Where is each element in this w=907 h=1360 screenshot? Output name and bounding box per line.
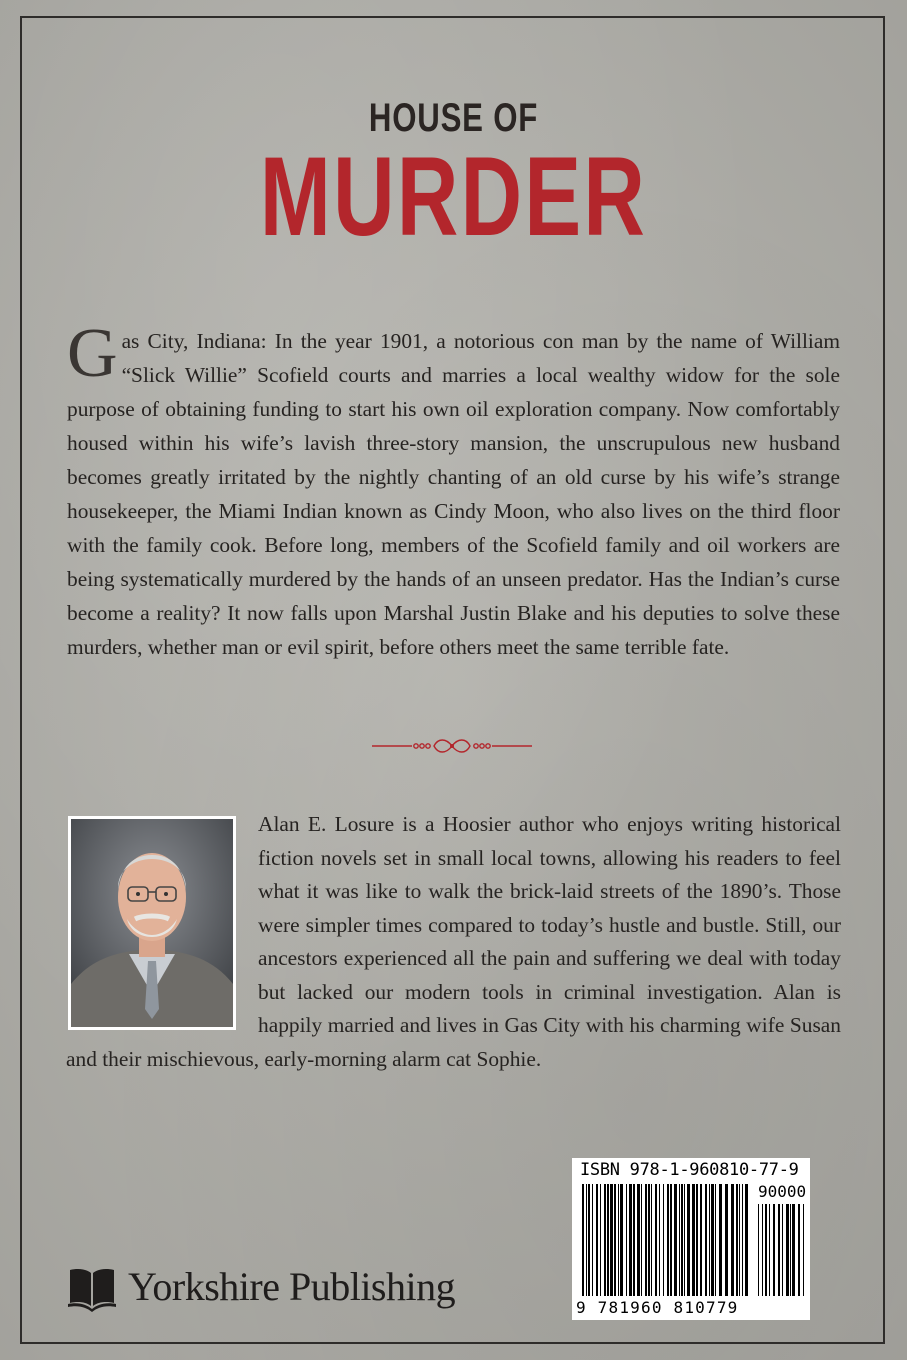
barcode-bar bbox=[667, 1184, 669, 1296]
barcode-bar bbox=[681, 1184, 683, 1296]
barcode-bar bbox=[618, 1184, 619, 1296]
barcode-bar bbox=[679, 1184, 680, 1296]
barcode-bar bbox=[604, 1184, 606, 1296]
title-top: HOUSE OF bbox=[368, 96, 539, 140]
barcode-bar bbox=[696, 1184, 698, 1296]
barcode-bar bbox=[641, 1184, 642, 1296]
barcode-bar bbox=[684, 1184, 685, 1296]
barcode-bar bbox=[798, 1204, 800, 1296]
barcode-bar bbox=[655, 1184, 657, 1296]
drop-cap: G bbox=[67, 315, 118, 392]
barcode-bar bbox=[582, 1184, 584, 1296]
barcode-bar bbox=[607, 1184, 609, 1296]
barcode-bar bbox=[692, 1184, 695, 1296]
barcode-bar bbox=[758, 1204, 759, 1296]
barcode-bar bbox=[600, 1184, 601, 1296]
barcode-bar bbox=[769, 1204, 770, 1296]
barcode-bar bbox=[765, 1204, 767, 1296]
barcode-bar bbox=[719, 1184, 722, 1296]
barcode-bar bbox=[778, 1204, 780, 1296]
isbn-label: ISBN 978-1-960810-77-9 bbox=[580, 1160, 799, 1180]
barcode-bar bbox=[596, 1184, 598, 1296]
publisher-name: Yorkshire Publishing bbox=[128, 1263, 456, 1309]
barcode-bar bbox=[663, 1184, 664, 1296]
barcode-bar bbox=[792, 1204, 795, 1296]
barcode-bar bbox=[645, 1184, 647, 1296]
barcode-bar bbox=[782, 1204, 783, 1296]
barcode-bar bbox=[773, 1204, 775, 1296]
barcode-bar bbox=[700, 1184, 702, 1296]
book-icon bbox=[66, 1260, 118, 1312]
title-main: MURDER bbox=[259, 134, 648, 259]
barcode-bar bbox=[711, 1184, 714, 1296]
publisher-logo bbox=[66, 1256, 455, 1316]
barcode-bar bbox=[588, 1184, 590, 1296]
barcode-bar bbox=[614, 1184, 616, 1296]
barcode-bar bbox=[736, 1184, 738, 1296]
barcode-bar bbox=[620, 1184, 623, 1296]
barcode-bar bbox=[705, 1184, 707, 1296]
barcode-bar bbox=[637, 1184, 640, 1296]
author-bio-text: Alan E. Losure is a Hoosier author who enjoys writing historical fiction novels set in small local towns, allowing his readers to feel what it was like to walk the brick-laid streets of the 1890’s. Those were simpler times compared to today’s hustle and bustle. Still, our ancestors experienced all the pain and suffering we deal with today but lacked our modern tools in criminal investigation. Alan is happily married and lives in Gas City with his charming wife Susan and their mischievous, early-morning alarm cat Sophie. bbox=[66, 812, 841, 1071]
barcode-bar bbox=[803, 1204, 804, 1296]
barcode-bar bbox=[586, 1184, 587, 1296]
barcode-bar bbox=[648, 1184, 650, 1296]
barcode-bar bbox=[633, 1184, 635, 1296]
barcode-bar bbox=[739, 1184, 740, 1296]
ean-digits: 9 781960 810779 bbox=[576, 1298, 739, 1317]
author-bio bbox=[66, 808, 841, 1076]
blurb-text: as City, Indiana: In the year 1901, a notorious con man by the name of William “Slick Willie” Scofield courts and marries a local wealthy widow for the sole purpose of obtaining funding to start his own oil exploration company. Now comfortably housed within his wife’s lavish three-story mansion, the unscrupulous new husband becomes greatly irritated by the nightly chanting of an old curse by his wife’s strange housekeeper, the Miami Indian known as Cindy Moon, who also lives on the third floor with the family cook. Before long, members of the Scofield family and oil workers are being systematically murdered by the hands of an unseen predator. Has the Indian’s curse become a reality? It now falls upon Marshal Justin Blake and his deputies to solve these murders, whether man or evil spirit, before others meet the same terrible fate. bbox=[67, 329, 840, 659]
barcode-bar bbox=[659, 1184, 660, 1296]
barcode-bar bbox=[715, 1184, 716, 1296]
barcode-bar bbox=[651, 1184, 652, 1296]
barcode-bar bbox=[674, 1184, 677, 1296]
barcode-bar bbox=[762, 1204, 763, 1296]
barcode-bar bbox=[592, 1184, 593, 1296]
barcode-bar bbox=[786, 1204, 789, 1296]
barcode-bar bbox=[610, 1184, 613, 1296]
barcode-bar bbox=[742, 1184, 743, 1296]
isbn-barcode bbox=[572, 1158, 810, 1320]
barcode-bar bbox=[745, 1184, 748, 1296]
barcode-bar bbox=[709, 1184, 710, 1296]
barcode-bar bbox=[731, 1184, 734, 1296]
barcode-bar bbox=[670, 1184, 672, 1296]
barcode-bar bbox=[790, 1204, 791, 1296]
barcode-bar bbox=[725, 1184, 728, 1296]
ornament-divider bbox=[372, 736, 532, 756]
book-blurb bbox=[67, 315, 840, 664]
price-code: 90000 bbox=[758, 1182, 807, 1201]
barcode-bar bbox=[687, 1184, 690, 1296]
barcode-bar bbox=[629, 1184, 632, 1296]
barcode-bar bbox=[626, 1184, 627, 1296]
barcode-bars bbox=[572, 1158, 810, 1298]
